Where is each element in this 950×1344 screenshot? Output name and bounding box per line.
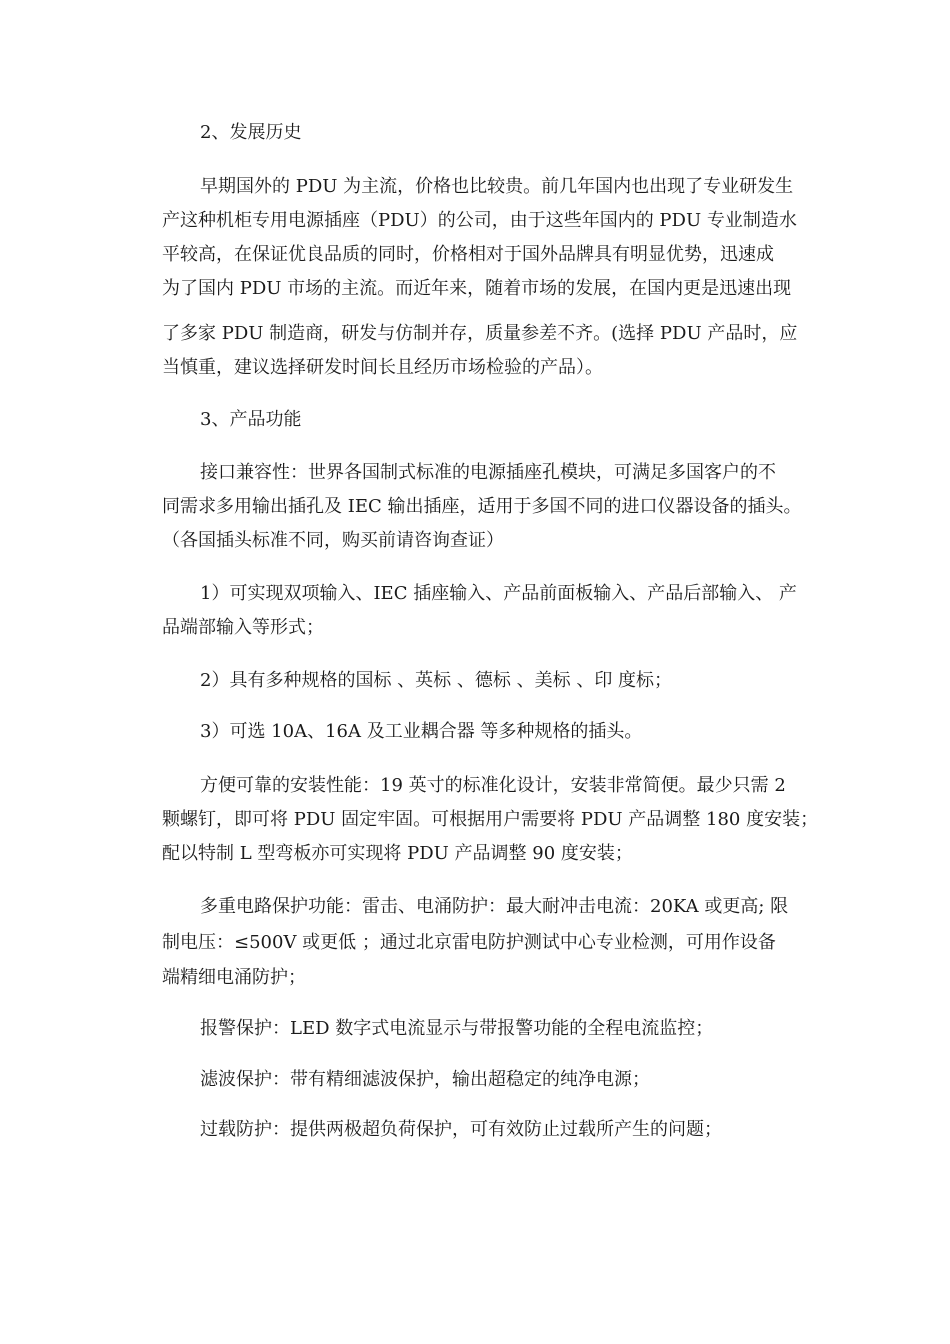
paragraph-line: 端精细电涌防护； [162, 967, 306, 988]
paragraph-line: 滤波保护：带有精细滤波保护，输出超稳定的纯净电源； [200, 1069, 650, 1090]
list-item-line: 1）可实现双项输入、IEC 插座输入、产品前面板输入、产品后部输入、 产 [200, 583, 797, 604]
list-item-line: 2）具有多种规格的国标 、英标 、德标 、美标 、印 度标； [200, 670, 673, 691]
paragraph-line: 产这种机柜专用电源插座（PDU）的公司，由于这些年国内的 PDU 专业制造水 [162, 210, 797, 231]
list-item-line: 品端部输入等形式； [162, 617, 324, 638]
paragraph-line: 早期国外的 PDU 为主流，价格也比较贵。前几年国内也出现了专业研发生 [200, 176, 794, 197]
section-heading-history: 2、发展历史 [200, 122, 302, 143]
paragraph-line: （各国插头标准不同，购买前请咨询查证） [162, 530, 504, 551]
paragraph-line: 平较高，在保证优良品质的同时，价格相对于国外品牌具有明显优势，迅速成 [162, 244, 774, 265]
paragraph-line: 配以特制 L 型弯板亦可实现将 PDU 产品调整 90 度安装； [162, 843, 633, 864]
paragraph-line: 报警保护：LED 数字式电流显示与带报警功能的全程电流监控； [200, 1018, 714, 1039]
paragraph-line: 过载防护：提供两极超负荷保护，可有效防止过载所产生的问题； [200, 1119, 722, 1140]
list-item-line: 3）可选 10A、16A 及工业耦合器 等多种规格的插头。 [200, 721, 643, 742]
section-heading-features: 3、产品功能 [200, 409, 302, 430]
paragraph-line: 当慎重，建议选择研发时间长且经历市场检验的产品）。 [162, 357, 603, 378]
paragraph-line: 方便可靠的安装性能：19 英寸的标准化设计，安装非常简便。最少只需 2 [200, 775, 786, 796]
paragraph-line: 多重电路保护功能：雷击、电涌防护：最大耐冲击电流：20KA 或更高; 限 [200, 896, 789, 917]
paragraph-line: 了多家 PDU 制造商，研发与仿制并存，质量参差不齐。(选择 PDU 产品时，应 [162, 323, 798, 344]
paragraph-line: 接口兼容性：世界各国制式标准的电源插座孔模块，可满足多国客户的不 [200, 462, 776, 483]
paragraph-line: 同需求多用输出插孔及 IEC 输出插座，适用于多国不同的进口仪器设备的插头。 [162, 496, 802, 517]
paragraph-line: 制电压：≤500V 或更低 ；通过北京雷电防护测试中心专业检测，可用作设备 [162, 932, 776, 953]
paragraph-line: 颗螺钉，即可将 PDU 固定牢固。可根据用户需要将 PDU 产品调整 180 度安装； [162, 809, 819, 830]
paragraph-line: 为了国内 PDU 市场的主流。而近年来，随着市场的发展，在国内更是迅速出现 [162, 278, 792, 299]
